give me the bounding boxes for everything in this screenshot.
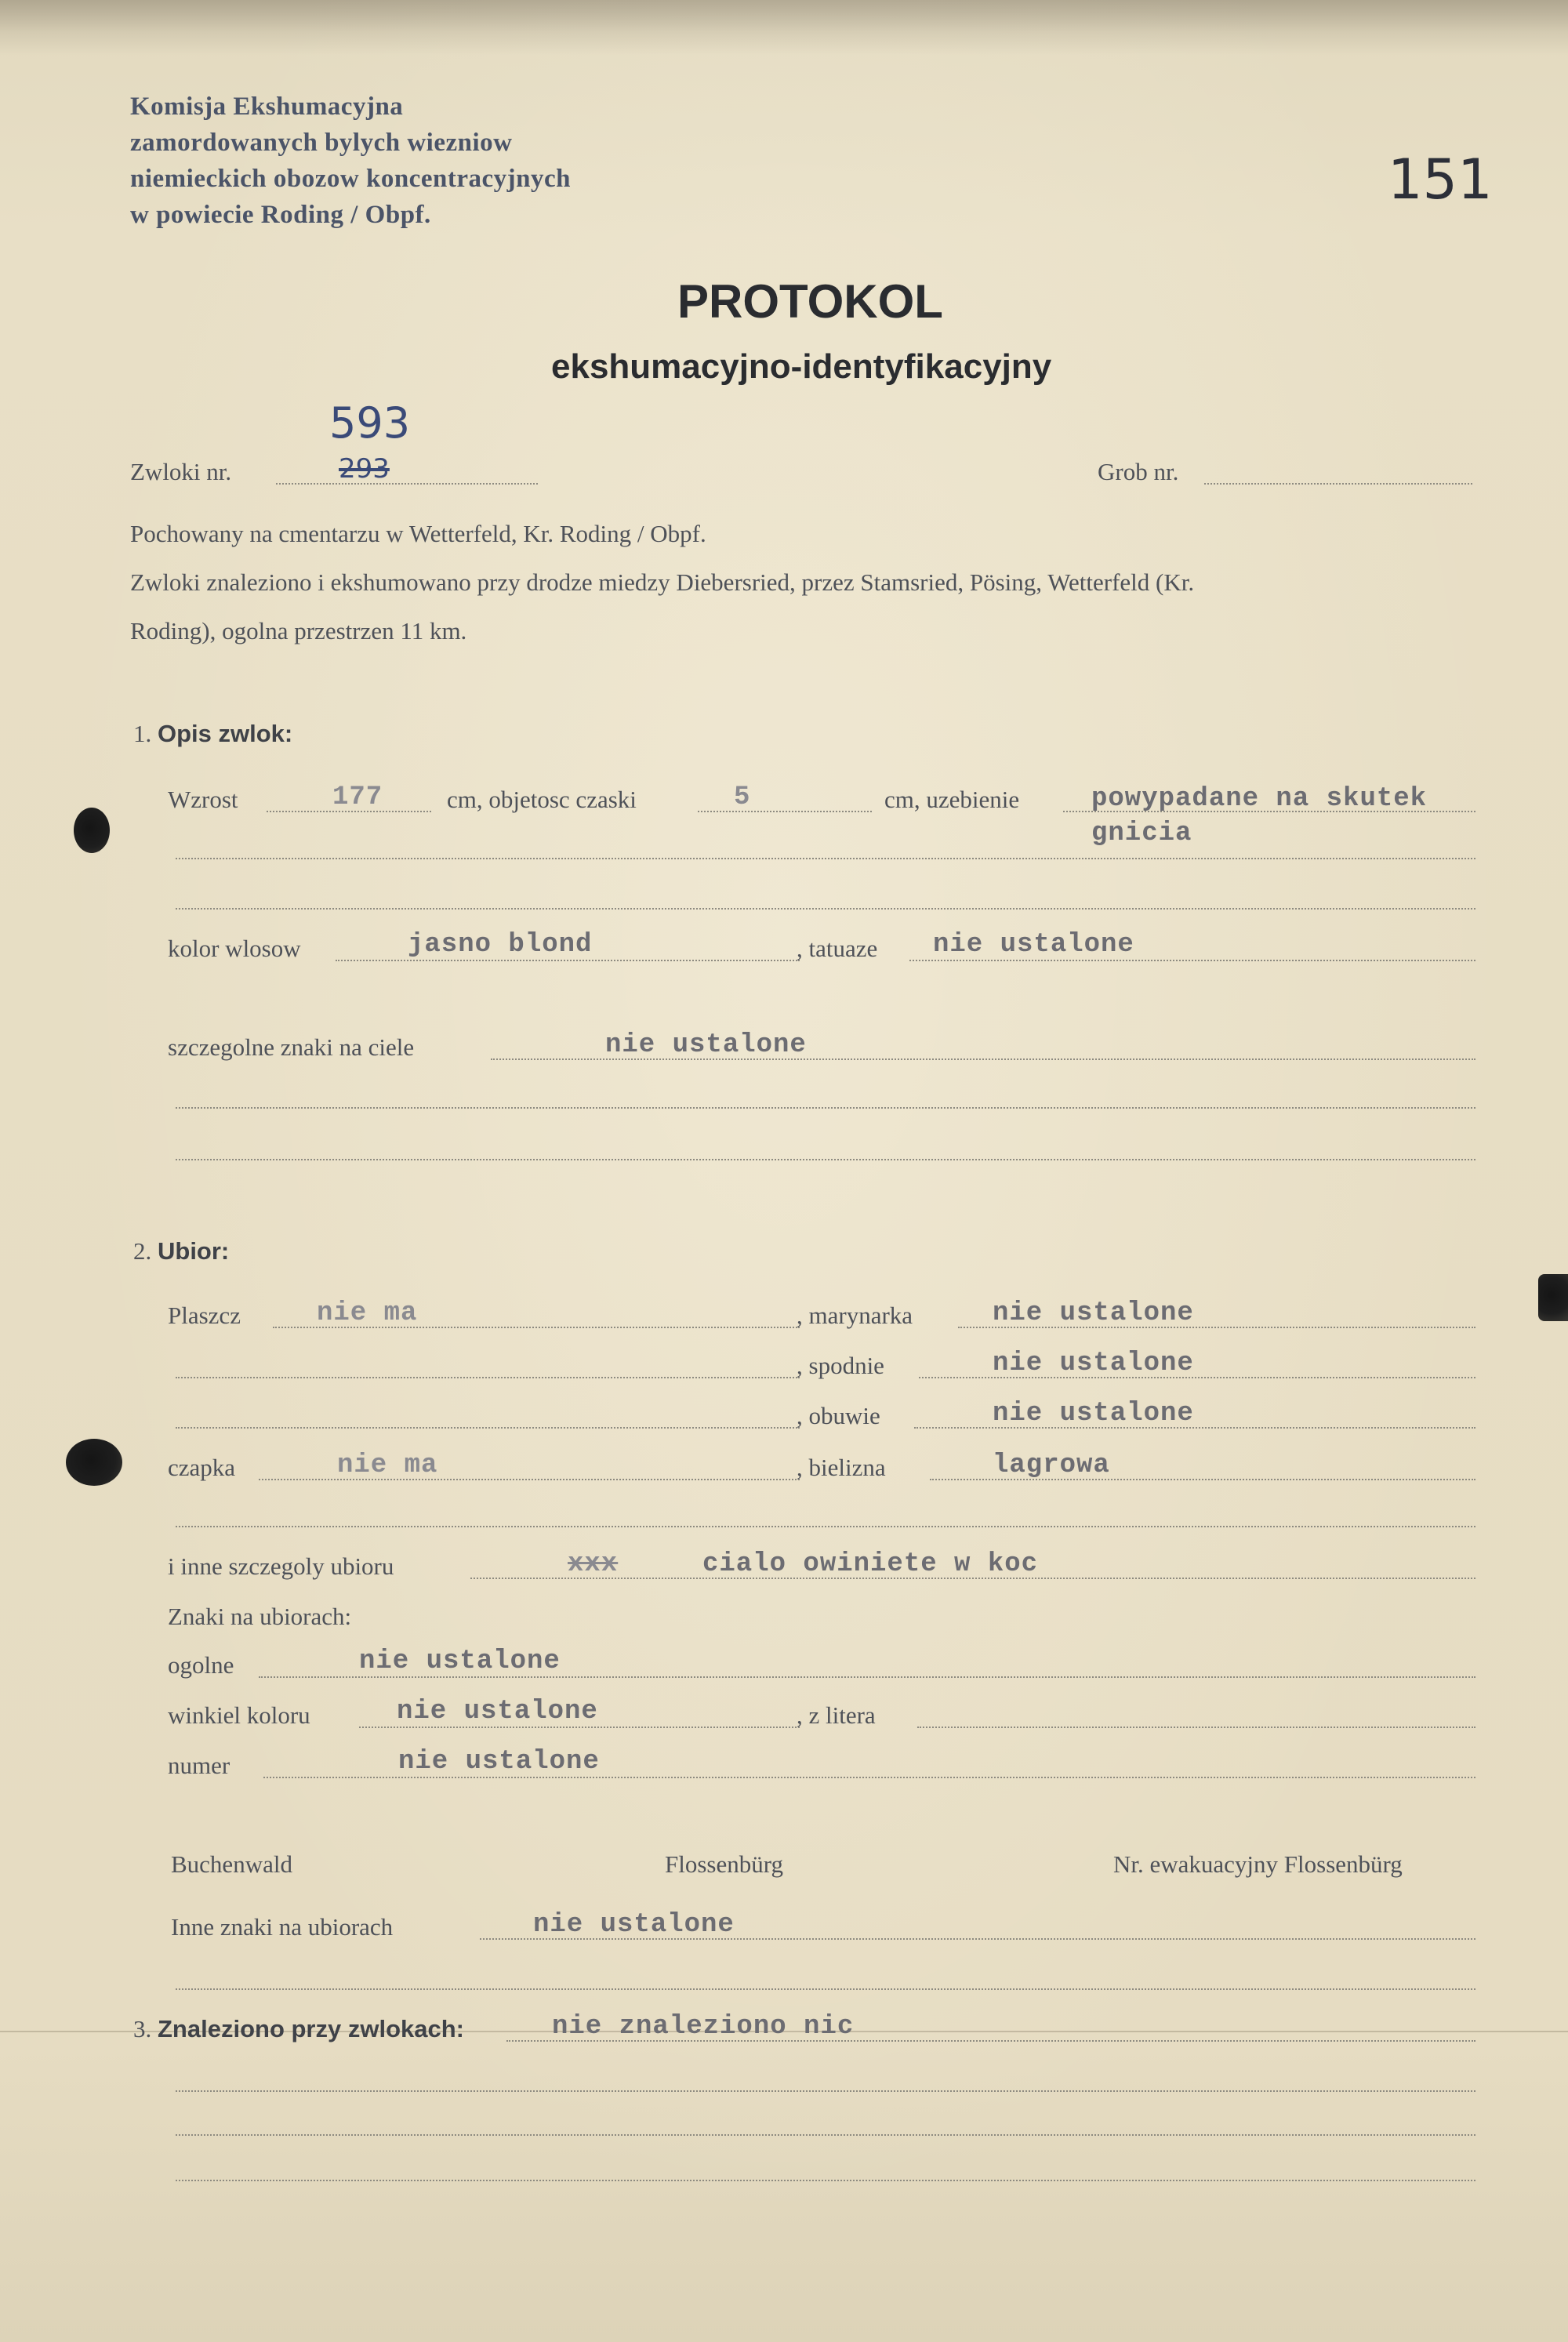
litera-line [917, 1727, 1475, 1728]
kolor-line [336, 960, 800, 961]
zwloki-struck-number: 293 [339, 453, 390, 485]
znaki-value: nie ustalone [605, 1030, 807, 1060]
uzebienie-label: cm, uzebienie [884, 786, 1020, 813]
zwloki-line [276, 483, 538, 485]
punch-hole-icon [74, 808, 110, 853]
znaki-ubior-header: Znaki na ubiorach: [168, 1603, 352, 1630]
inne-label: i inne szczegoly ubioru [168, 1552, 394, 1580]
section-3-value: nie znaleziono nic [552, 2012, 855, 2042]
nr-ewakuacyjny-label: Nr. ewakuacyjny Flossenbürg [1113, 1850, 1403, 1878]
czapka-value: nie ma [337, 1451, 438, 1480]
numer-line [263, 1777, 1475, 1778]
blank-line [176, 2180, 1475, 2181]
section-1-title: Opis zwlok: [158, 720, 293, 747]
inne-znaki-label: Inne znaki na ubiorach [171, 1913, 394, 1941]
blank-line [176, 858, 1475, 859]
section-3-heading [133, 2015, 464, 2043]
numer-value: nie ustalone [398, 1747, 600, 1777]
top-edge-shadow [0, 0, 1568, 55]
blank-line [176, 1988, 1475, 1990]
wzrost-value: 177 [332, 782, 383, 812]
org-line-3: niemieckich obozow koncentracyjnych [130, 165, 571, 193]
section-2-title: Ubior: [158, 1237, 230, 1265]
blank-line [176, 2090, 1475, 2092]
grob-label: Grob nr. [1098, 458, 1179, 485]
ogolne-line [259, 1676, 1475, 1678]
grob-line [1204, 483, 1472, 485]
kolor-label: kolor wlosow [168, 935, 301, 962]
ogolne-label: ogolne [168, 1651, 234, 1679]
uzebienie-value-2: gnicia [1091, 819, 1192, 848]
uzebienie-value-1: powypadane na skutek [1091, 784, 1428, 814]
edge-tear-icon [1538, 1274, 1568, 1321]
intro-line-2: Zwloki znaleziono i ekshumowano przy drodze miedzy Diebersried, przez Stamsried, Pösing, Wetterfeld (Kr. [130, 568, 1195, 596]
org-line-1: Komisja Ekshumacyjna [130, 93, 404, 121]
tatuaze-value: nie ustalone [933, 930, 1134, 960]
marynarka-label: , marynarka [797, 1302, 913, 1329]
numer-label: numer [168, 1752, 230, 1779]
inne-znaki-value: nie ustalone [533, 1910, 735, 1940]
ogolne-value: nie ustalone [359, 1647, 561, 1676]
blank-line [176, 1107, 1475, 1109]
zwloki-label: Zwloki nr. [130, 458, 232, 485]
spodnie-label: , spodnie [797, 1352, 884, 1379]
czaska-value: 5 [734, 782, 751, 812]
zwloki-handwritten-number: 593 [329, 398, 411, 448]
punch-hole-icon [66, 1439, 122, 1486]
section-2-number: 2. [133, 1237, 152, 1265]
kolor-value: jasno blond [408, 930, 593, 960]
page-title: PROTOKOL [677, 275, 943, 328]
plaszcz-value: nie ma [317, 1298, 418, 1328]
section-3-title: Znaleziono przy zwlokach: [158, 2015, 464, 2042]
intro-line-3: Roding), ogolna przestrzen 11 km. [130, 617, 467, 645]
winkiel-label: winkiel koloru [168, 1701, 310, 1729]
page-number: 151 [1388, 147, 1493, 212]
org-line-4: w powiecie Roding / Obpf. [130, 201, 431, 229]
blank-line [176, 1526, 1475, 1527]
section-3-number: 3. [133, 2015, 152, 2042]
czaska-label: cm, objetosc czaski [447, 786, 637, 813]
section-1-heading [133, 720, 292, 748]
obuwie-value: nie ustalone [993, 1399, 1194, 1429]
czapka-label: czapka [168, 1454, 236, 1481]
bielizna-value: lagrowa [993, 1451, 1110, 1480]
blank-line [176, 1377, 800, 1378]
znaki-label: szczegolne znaki na ciele [168, 1033, 415, 1061]
blank-line [176, 1427, 800, 1429]
marynarka-value: nie ustalone [993, 1298, 1194, 1328]
tatuaze-line [909, 960, 1475, 961]
obuwie-label: , obuwie [797, 1402, 880, 1429]
blank-line [176, 2134, 1475, 2136]
page-subtitle: ekshumacyjno-identyfikacyjny [551, 347, 1052, 386]
inne-struck-value: xxx [568, 1549, 619, 1579]
blank-line [176, 908, 1475, 910]
litera-label: , z litera [797, 1701, 876, 1729]
winkiel-line [359, 1727, 800, 1728]
czaska-line [698, 811, 872, 812]
org-line-2: zamordowanych bylych wiezniow [130, 129, 513, 157]
wzrost-label: Wzrost [168, 786, 238, 813]
section-2-heading [133, 1237, 229, 1265]
spodnie-value: nie ustalone [993, 1349, 1194, 1378]
inne-value: cialo owiniete w koc [702, 1549, 1039, 1579]
winkiel-value: nie ustalone [397, 1697, 598, 1727]
bielizna-label: , bielizna [797, 1454, 886, 1481]
blank-line [176, 1159, 1475, 1160]
section-1-number: 1. [133, 720, 152, 747]
buchenwald-label: Buchenwald [171, 1850, 292, 1878]
intro-line-1: Pochowany na cmentarzu w Wetterfeld, Kr. Roding / Obpf. [130, 520, 706, 547]
tatuaze-label: , tatuaze [797, 935, 878, 962]
plaszcz-label: Plaszcz [168, 1302, 241, 1329]
flossenburg-label: Flossenbürg [665, 1850, 784, 1878]
